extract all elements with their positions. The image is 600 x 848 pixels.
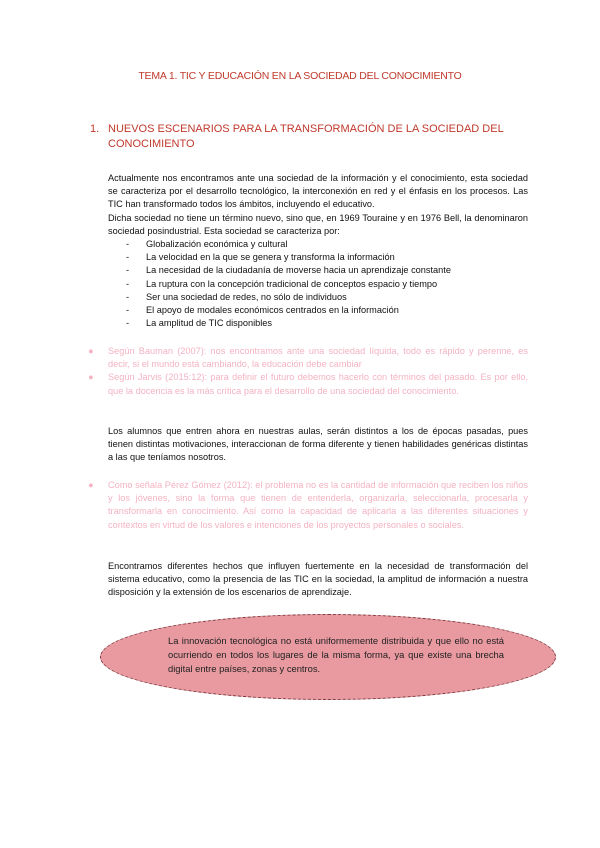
section-number: 1. xyxy=(90,123,100,135)
dash-bullet: - xyxy=(126,265,130,276)
intro-paragraph-1: Actualmente nos encontramos ante una sociedad de la información y el conocimiento, esta sociedad se caracteriza por el desarrollo tecnológico, la interconexión en red y el énfasis en los procesos. Las TIC han transformado todos los ámbitos, incluyendo el educativo. xyxy=(108,173,528,210)
section-heading-text: NUEVOS ESCENARIOS PARA LA TRANSFORMACIÓN DE LA SOCIEDAD DEL CONOCIMIENTO xyxy=(108,123,504,150)
quote-jarvis: ● Según Jarvis (2015:12): para definir el futuro debemos hacerlo con términos del pasado. Es por ello, que la docencia es la más crítica para el desarrollo de una sociedad del conocimiento. xyxy=(88,372,528,396)
dash-bullet: - xyxy=(126,278,130,289)
dot-bullet-icon: ● xyxy=(88,480,94,490)
dash-bullet: - xyxy=(126,252,130,263)
quote-perez-gomez: ● Como señala Pérez Gómez (2012): el problema no es la cantidad de información que reciben los niños y los jóvenes, sino la forma que tienen de entenderla, organizarla, seleccionarla, procesarla y transformarla en conocimiento. Así como la capacidad de aplicarla a las diferentes situaciones y contextos en virtud de los valores e intenciones de los proyectos personales o sociales. xyxy=(88,480,528,530)
list-item: - La necesidad de la ciudadanía de moverse hacia un aprendizaje constante xyxy=(108,264,528,277)
dash-bullet: - xyxy=(126,239,130,250)
dash-bullet: - xyxy=(126,291,130,302)
intro-paragraph-2: Dicha sociedad no tiene un término nuevo, sino que, en 1969 Touraine y en 1976 Bell, la denominaron sociedad posindustrial. Esta sociedad se caracteriza por: xyxy=(108,212,528,236)
paragraph-students: Los alumnos que entren ahora en nuestras aulas, serán distintos a los de épocas pasadas, pues tienen distintas motivaciones, interaccionan de forma diferente y tienen habilidades genéricas distintas a las que teníamos nosotros. xyxy=(108,426,528,463)
list-item: - La amplitud de TIC disponibles xyxy=(108,317,528,330)
paragraph-factors: Encontramos diferentes hechos que influyen fuertemente en la necesidad de transformación del sistema educativo, como la presencia de las TIC en la sociedad, la amplitud de información a nuestra disposición y la extensión de los escenarios de aprendizaje. xyxy=(108,561,528,598)
dash-bullet: - xyxy=(126,305,130,316)
dash-bullet: - xyxy=(126,318,130,329)
quotes-block xyxy=(88,345,528,398)
dot-bullet-icon: ● xyxy=(88,372,94,383)
section-heading xyxy=(90,122,520,152)
characteristics-list xyxy=(108,238,528,330)
dot-bullet-icon: ● xyxy=(88,346,94,356)
list-item: - La velocidad en la que se genera y transforma la información xyxy=(108,251,528,264)
callout-text: La innovación tecnológica no está uniformemente distribuida y que ello no está ocurriendo en todos los lugares de la misma forma, ya que existe una brecha digital entre países, zonas y centros. xyxy=(168,635,504,674)
list-item: - El apoyo de modales económicos centrados en la información xyxy=(108,304,528,317)
list-item: - Ser una sociedad de redes, no sólo de individuos xyxy=(108,291,528,304)
document-title: TEMA 1. TIC Y EDUCACIÓN EN LA SOCIEDAD DEL CONOCIMIENTO xyxy=(138,70,462,82)
intro-block xyxy=(108,172,528,330)
quote-bauman: ● Según Bauman (2007): nos encontramos ante una sociedad líquida, todo es rápido y perenne, es decir, si el mundo está cambiando, la educación debe cambiar xyxy=(88,346,528,370)
list-item: - La ruptura con la concepción tradicional de conceptos espacio y tiempo xyxy=(108,278,528,291)
list-item: - Globalización económica y cultural xyxy=(108,238,528,251)
